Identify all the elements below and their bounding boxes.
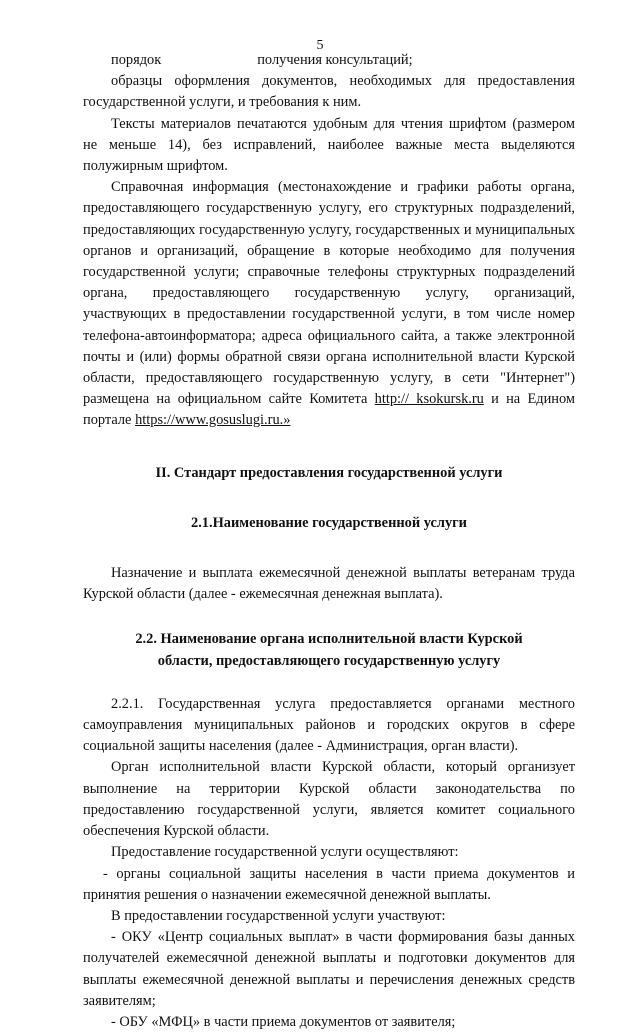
and-portal-text: и на Едином порталe xyxy=(83,391,576,429)
service-name-paragraph: Назначение и выплата ежемесячной денежной выплаты ветеранам труда Курской области (далее - ежемесячная денежная выплата). xyxy=(83,565,575,603)
executive-organ-paragraph: Орган исполнительной власти Курской области, который организует выполнение на территории Курской области законодательства по предоставлению государственной услуги, является комитет социального обеспечения Курской области. xyxy=(83,759,575,840)
order-word: порядок xyxy=(111,52,162,68)
committee-site-link[interactable]: http:// ksokursk.ru xyxy=(374,391,484,408)
subsection-2-2-title-line-1: 2.2. Наименование органа исполнительной власти Курской xyxy=(135,631,523,648)
page-number: 5 xyxy=(316,38,324,53)
intro-texts-paragraph: Тексты материалов печатаются удобным для чтения шрифтом (размером не меньше 14), без исправлений, наиболее важные места выделяются полужирным шрифтом. xyxy=(83,115,575,175)
paragraph-2-2-1: 2.2.1. Государственная услуга предоставляется органами местного самоуправления муниципальных районов и городских округов в сфере социальной защиты населения (далее - Администрация, орган власти). xyxy=(83,695,575,755)
social-protection-organs-item: - органы социальной защиты населения в части приема документов и принятия решения о назначении ежемесячной денежной выплаты. xyxy=(83,865,575,903)
consultations-text: получения консультаций; xyxy=(257,52,413,68)
intro-samples-paragraph: образцы оформления документов, необходимых для предоставления государственной услуги, и требования к ним. xyxy=(83,73,575,111)
subsection-2-2-title-line-2: области, предоставляющего государственную услугу xyxy=(157,652,501,669)
reference-info-paragraph xyxy=(83,177,575,431)
obu-mfc-item: - ОБУ «МФЦ» в части приема документов от заявителя; xyxy=(111,1013,456,1030)
section-2-title: II. Стандарт предоставления государственной услуги xyxy=(155,464,503,481)
reference-info-text: Справочная информация (местонахождение и графики работы органа, предоставляющего государственную услугу, его структурных подразделений, предоставляющих государственную услугу, государственных и муниципальных органов и организаций, обращение в которые необходимо для получения государственной услуги; справочные телефоны структурных подразделений органа, предоставляющего государственную услугу, организаций, участвующих в предоставлении государственной услуги, в том числе номер телефона-автоинформатора; адреса официального сайта, а также электронной почты и (или) формы обратной связи органа исполнительной власти Курской области, предоставляющего государственную услугу, в сети "Интернет") размещена на официальном сайте Комитета xyxy=(83,179,575,408)
participants-paragraph: В предоставлении государственной услуги участвуют: xyxy=(111,907,446,924)
provision-by-paragraph: Предоставление государственной услуги осуществляют: xyxy=(111,844,459,861)
gosuslugi-portal-link[interactable]: https://www.gosuslugi.ru.» xyxy=(135,412,291,429)
oku-center-item: - ОКУ «Центр социальных выплат» в части формирования базы данных получателей ежемесячной денежной выплаты и подготовки документов для выплаты ежемесячной денежной выплаты и перечисления денежных средств заявителям; xyxy=(83,929,575,1009)
document-body xyxy=(83,50,575,1033)
subsection-2-1-title: 2.1.Наименование государственной услуги xyxy=(191,514,467,531)
subsection-2-2-title xyxy=(83,629,575,671)
intro-line-order xyxy=(83,50,575,71)
